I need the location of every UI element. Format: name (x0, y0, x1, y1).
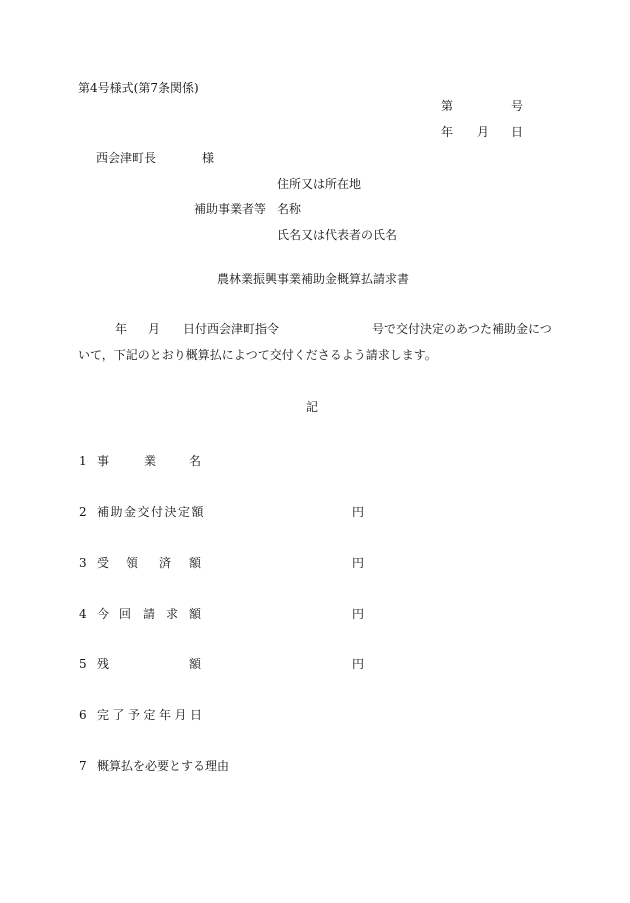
item-4-char-2: 回 (119, 607, 132, 621)
item-3-unit: 円 (352, 556, 365, 570)
item-2-unit: 円 (352, 505, 365, 519)
body-year: 年 (115, 322, 128, 336)
body-decision-text: 号で交付決定のあつた補助金につ (372, 322, 552, 336)
date-day: 日 (511, 125, 524, 139)
item-6-label: 完了予定年月日 (97, 708, 206, 722)
form-number: 第4号様式(第7条関係) (78, 81, 199, 95)
item-4-number: 4 (79, 607, 87, 621)
body-line-2: いて，下記のとおり概算払によつて交付くださるよう請求します。 (78, 348, 437, 362)
item-5-unit: 円 (352, 657, 365, 671)
item-1-char-3: 名 (189, 454, 202, 468)
applicant-role-label: 補助事業者等 (194, 202, 267, 216)
document-number-dai: 第 (441, 99, 454, 113)
addressee-name: 西会津町長 (96, 151, 157, 165)
addressee-honorific: 様 (202, 151, 215, 165)
applicant-name-label: 名称 (277, 202, 302, 216)
item-1-char-1: 事 (97, 454, 110, 468)
item-1-number: 1 (79, 454, 87, 468)
item-3-char-1: 受 (97, 556, 110, 570)
body-day-reference: 日付西会津町指令 (183, 322, 280, 336)
item-4-unit: 円 (352, 607, 365, 621)
item-2-number: 2 (79, 505, 87, 519)
item-5-char-2: 額 (189, 657, 202, 671)
ki-label: 記 (306, 400, 319, 414)
item-3-number: 3 (79, 556, 87, 570)
date-year: 年 (441, 125, 454, 139)
item-4-char-3: 請 (143, 607, 156, 621)
item-7-number: 7 (79, 759, 87, 773)
item-1-char-2: 業 (144, 454, 157, 468)
item-4-char-1: 今 (97, 607, 110, 621)
item-7-label: 概算払を必要とする理由 (97, 759, 230, 773)
applicant-address-label: 住所又は所在地 (277, 177, 362, 191)
item-3-char-3: 済 (159, 556, 172, 570)
item-2-label: 補助金交付決定額 (97, 505, 206, 519)
applicant-representative-label: 氏名又は代表者の氏名 (277, 228, 398, 242)
item-4-char-4: 求 (166, 607, 179, 621)
item-6-number: 6 (79, 708, 87, 722)
item-5-number: 5 (79, 657, 87, 671)
date-month: 月 (477, 125, 490, 139)
item-5-char-1: 残 (97, 657, 110, 671)
item-3-char-4: 額 (189, 556, 202, 570)
item-4-char-5: 額 (189, 607, 202, 621)
document-title: 農林業振興事業補助金概算払請求書 (217, 272, 410, 286)
body-month: 月 (148, 322, 161, 336)
item-3-char-2: 領 (126, 556, 139, 570)
document-number-go: 号 (511, 99, 524, 113)
